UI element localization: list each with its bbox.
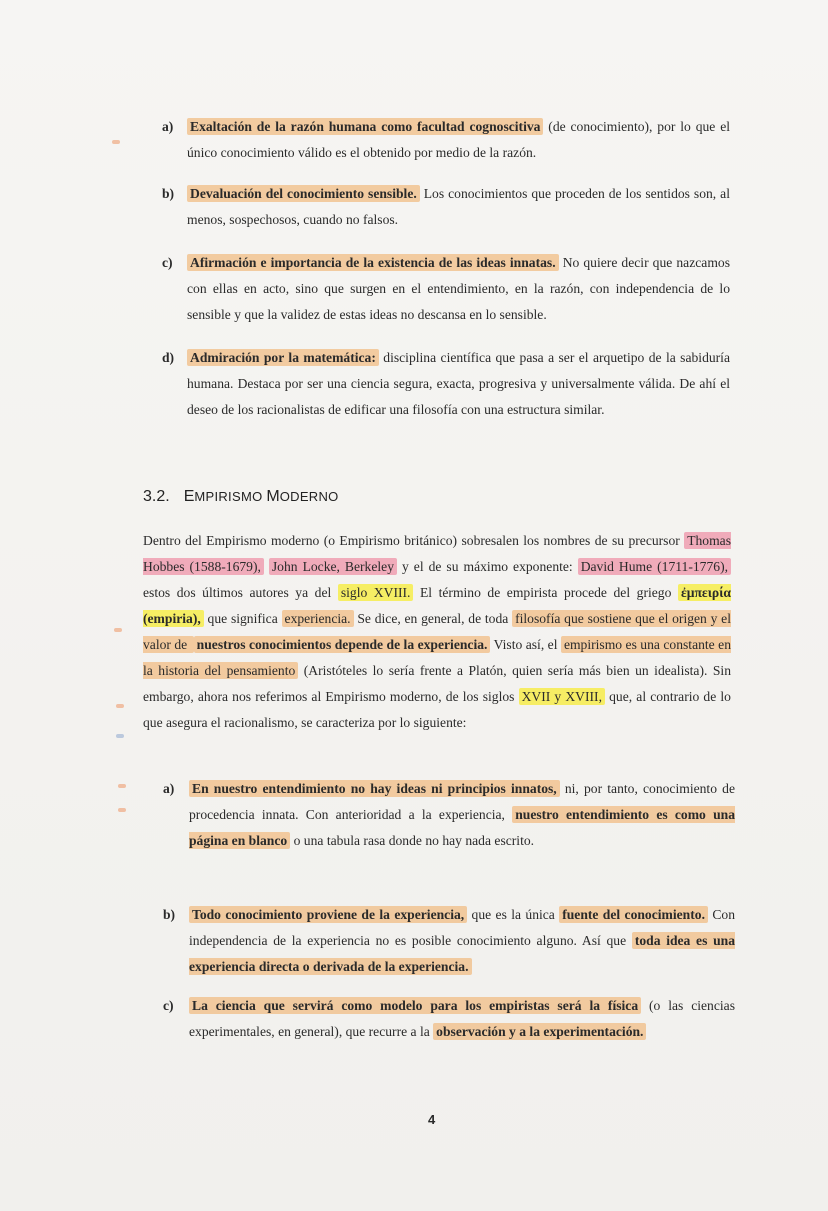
highlighted-text: filosofía que sostiene que el origen y el valor de — [143, 611, 731, 652]
list1-item-d-text — [187, 345, 730, 423]
highlighted-text: David Hume (1711-1776), — [578, 558, 731, 575]
highlighted-text: Exaltación de la razón humana como facultad cognoscitiva — [187, 118, 543, 135]
text-run: Dentro del Empirismo moderno (o Empirismo británico) sobresalen los nombres de su precursor — [143, 533, 685, 548]
highlighted-text: nuestro entendimiento es como una página en blanco — [189, 807, 735, 848]
highlighted-text: siglo XVIII. — [338, 584, 414, 601]
list1-item-a-text — [187, 114, 730, 166]
highlighted-text: XVII y XVIII, — [519, 688, 605, 705]
section-title-part: MPIRISMO — [194, 489, 267, 504]
highlighted-text: ἐμπειρία (empiria), — [143, 585, 731, 626]
list1-item-c — [162, 250, 730, 328]
list1-item-b — [162, 181, 730, 233]
list2-item-b-text — [189, 902, 735, 980]
margin-mark — [116, 704, 124, 708]
highlighted-text: empirismo es una constante en la historia del pensamiento — [143, 637, 731, 678]
list1-item-b-text — [187, 181, 730, 233]
list-label: a) — [163, 781, 175, 796]
section-title-part: ODERNO — [279, 489, 339, 504]
highlighted-text: Afirmación e importancia de la existencia de las ideas innatas. — [187, 254, 559, 271]
highlighted-text: Admiración por la matemática: — [187, 349, 379, 366]
list-label: d) — [162, 350, 175, 365]
text-run: que es la única — [467, 907, 560, 922]
list2-item-c — [163, 993, 735, 1045]
text-run: Se dice, en general, de toda — [353, 611, 513, 626]
text-run: (o las ciencias experimentales, en general), que recurre a la — [189, 998, 735, 1039]
list2-item-b — [163, 902, 735, 980]
highlighted-text: En nuestro entendimiento no hay ideas ni principios innatos, — [189, 780, 560, 797]
text-run: y el de su máximo exponente: — [397, 559, 578, 574]
list-label: c) — [162, 255, 173, 270]
highlighted-text: Todo conocimiento proviene de la experiencia, — [189, 906, 467, 923]
list2-item-a — [163, 776, 735, 854]
section-heading — [143, 488, 339, 506]
text-run: que significa — [203, 611, 282, 626]
margin-mark — [112, 140, 120, 144]
text-run: Los conocimientos que proceden de los sentidos son, al menos, sospechosos, cuando no falsos. — [187, 186, 730, 227]
text-run: (Aristóteles lo sería frente a Platón, quien sería más bien un idealista). Sin embargo, ahora nos referimos al Empirismo moderno, de los siglos — [143, 663, 731, 704]
margin-mark — [114, 628, 122, 632]
list2-item-c-text — [189, 993, 735, 1045]
section-number: 3.2. — [143, 488, 170, 505]
list1-item-a — [162, 114, 730, 166]
list1-item-d — [162, 345, 730, 423]
text-run: No quiere decir que nazcamos con ellas en acto, sino que surgen en el entendimiento, en la razón, con independencia de lo sensible y que la validez de estas ideas no descansa en lo sensible. — [187, 255, 730, 322]
highlighted-text: experiencia. — [282, 610, 354, 627]
text-run: o una tabula rasa donde no hay nada escrito. — [290, 833, 535, 848]
margin-mark — [118, 808, 126, 812]
highlighted-text: Devaluación del conocimiento sensible. — [187, 185, 420, 202]
text-run: Con independencia de la experiencia no es posible conocimiento alguno. Así que — [189, 907, 735, 948]
text-run: estos dos últimos autores ya del — [143, 585, 338, 600]
text-run: (de conocimiento), por lo que el único conocimiento válido es el obtenido por medio de la razón. — [187, 119, 731, 160]
section-title-cap: M — [266, 488, 280, 505]
highlighted-text: fuente del conocimiento. — [559, 906, 708, 923]
highlighted-text: observación y a la experimentación. — [433, 1023, 646, 1040]
list-label: b) — [162, 186, 175, 201]
text-run: que, al contrario de lo que asegura el racionalismo, se caracteriza por lo siguiente: — [143, 689, 731, 730]
page-number: 4 — [428, 1112, 436, 1127]
text-run: Visto así, el — [490, 637, 561, 652]
text-run: El término de empirista procede del griego — [413, 585, 678, 600]
list1-item-c-text — [187, 250, 730, 328]
highlighted-text: nuestros conocimientos depende de la experiencia. — [194, 636, 491, 653]
text-run: disciplina científica que pasa a ser el arquetipo de la sabiduría humana. Destaca por ser una ciencia segura, exacta, progresiva y universalmente válida. De ahí el deseo de los racionalistas de edificar una filosofía con una estructura similar. — [187, 350, 730, 417]
highlighted-text: La ciencia que servirá como modelo para los empiristas será la física — [189, 997, 641, 1014]
highlighted-text: John Locke, Berkeley — [269, 558, 397, 575]
list2-item-a-text — [189, 776, 735, 854]
margin-mark — [118, 784, 126, 788]
highlighted-text: toda idea es una experiencia directa o derivada de la experiencia. — [189, 933, 735, 974]
section-title-cap: E — [183, 488, 195, 505]
list-label: a) — [162, 119, 174, 134]
list-label: c) — [163, 998, 174, 1013]
list-label: b) — [163, 907, 176, 922]
margin-mark — [116, 734, 124, 738]
empirismo-paragraph — [143, 528, 731, 736]
highlighted-text: Thomas Hobbes (1588-1679), — [143, 533, 731, 574]
text-run: ni, por tanto, conocimiento de procedencia innata. Con anterioridad a la experiencia, — [189, 781, 735, 822]
